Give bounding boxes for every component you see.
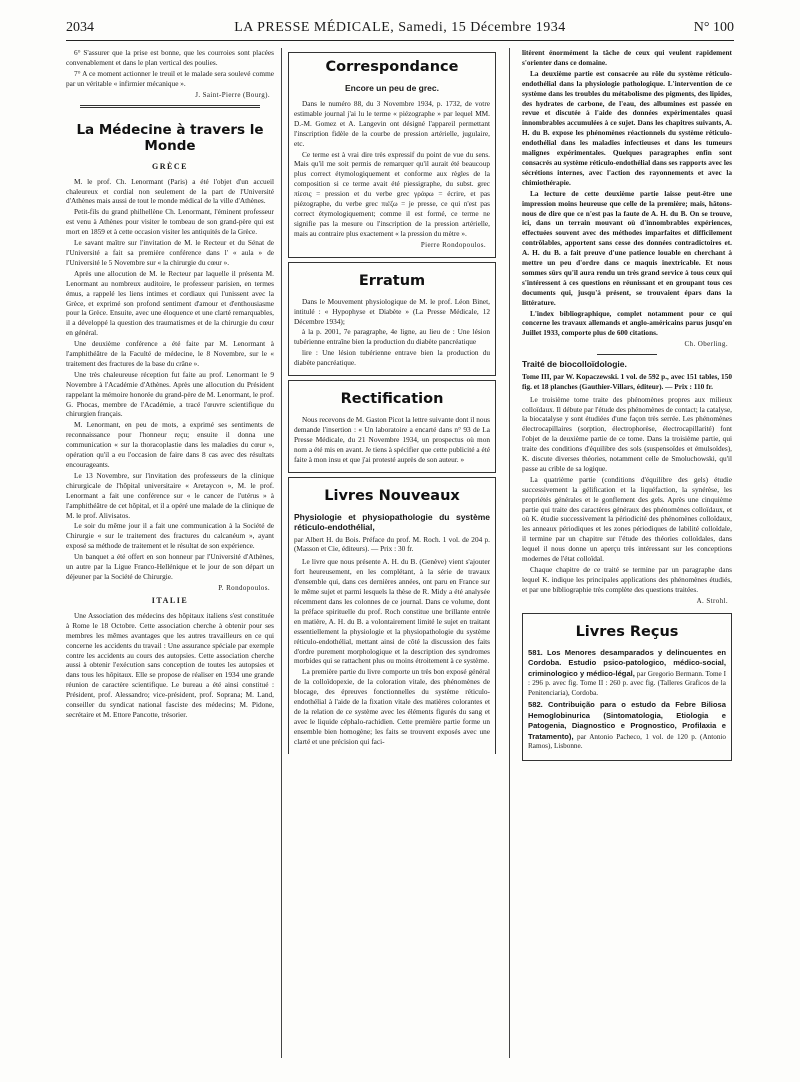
section-title-rectification: Rectification <box>340 391 444 408</box>
review-divider <box>597 354 657 355</box>
subhead-italie: ITALIE <box>151 595 189 605</box>
section-title-correspondance: Correspondance <box>325 59 459 75</box>
review-paragraph: Le troisième tome traite des phénomènes propres aux milieux colloïdaux. Il débute par l'étude des phénomènes de contact; la catalyse, la biocatalyse y sont étudiées d'une façon très serrée. Les phénomènes électrocapillaires (sorption, électrophorèse, électrocapillarité) font l'objet de la deuxième partie de ce tome. Dans la troisième partie, qui traite des conditions d'équilibre des sols (suspensoïdes et émulsoïdes), K. discute diverses théories, notamment celle de Smoluchowski, qu'il passe au crible de sa logique. <box>522 394 732 473</box>
received-book-title: 582. Contribuição para o estudo da Febre Biliosa Hemoglobinurica (Sintomatologia, Etiologia e Patogenia, Diagnostico e Prognostico, Profilaxia e Tratamento), <box>528 700 726 741</box>
grece-article <box>66 177 274 582</box>
received-book-title: 581. Los Menores desamparados y delincuentes en Cordoba. Estudio psico-patologico, médico-social, criminologico y médico-légal, <box>528 647 726 678</box>
review-paragraph: La première partie du livre comporte un très bon exposé général de la colloïdopexie, de la coloration vitale, des phénomènes de blocage, des épreuves fonctionnelles du système réticulo-endothélial à l'aide de la fixation vitale des matières colorantes et de la relation de ce système avec les éléments figurés du sang et avec le liquide céphalo-rachidien. Cette première partie forme un ensemble bien homogène; les faits se trouvent exposés avec une clarté et une précision qui faci- <box>294 667 490 746</box>
intro-paragraph: 7° A ce moment actionner le treuil et le malade sera soulevé comme par un véritable « infirmier mécanique ». <box>66 68 274 88</box>
page-header <box>66 18 734 41</box>
subhead-grece: GRÈCE <box>152 161 188 171</box>
intro-signature: J. Saint-Pierre (Bourg). <box>195 90 270 99</box>
review-signature: A. Strohl. <box>696 596 728 605</box>
list-item <box>528 700 726 752</box>
article-paragraph: Petit-fils du grand philhellène Ch. Lenormant, l'éminent professeur est venu à Athènes pour visiter le tombeau de son grand-père qui est mort en 1859 et à cette occasion visiter les antiquités de la Grèce. <box>66 207 274 237</box>
livres-nouveaux-box <box>288 477 496 754</box>
masthead: LA PRESSE MÉDICALE, Samedi, 15 Décembre 1934 <box>234 20 566 35</box>
column-rule-right <box>509 48 510 1058</box>
rectification-box <box>288 380 496 473</box>
review-paragraph: L'index bibliographique, complet notamment pour ce qui concerne les travaux allemands et anglo-américains parus jusqu'en Juillet 1933, comporte plus de 600 citations. <box>522 308 732 338</box>
livres-recus-box <box>522 613 732 761</box>
intro-paragraph: 6° S'assurer que la prise est bonne, que les courroies sont placées convenablement et dans le plan vertical des poulies. <box>66 48 274 67</box>
correspondance-subtitle: Encore un peu de grec. <box>345 83 439 93</box>
issue-number: N° 100 <box>693 20 734 35</box>
section-title-medecine-monde: La Médecine à travers le Monde <box>76 121 264 154</box>
correspondance-paragraph: Dans le numéro 88, du 3 Novembre 1934, p. 1732, de votre estimable journal j'ai lu le terme « piézographe » par lequel MM. D.-M. Gomez et A. Langevin ont désigné l'appareil permettant l'inscription fidèle de la courbe de pression artérielle, jugulaire, etc. <box>294 99 490 148</box>
article-paragraph: Le savant maître sur l'invitation de M. le Recteur et du Sénat de l'Université a fait sa première conférence dans l' « aula » de l'Université le 5 Novembre sur « la chirurgie du cœur ». <box>66 238 274 267</box>
column-right <box>522 48 732 1068</box>
list-item <box>528 648 726 699</box>
erratum-box <box>288 262 496 376</box>
article-paragraph: M. Lenormant, en peu de mots, a exprimé ses sentiments de reconnaissance pour l'honneur reçu; ensuite il donna une communication « sur la thoracoplastie dans les maladies du cœur », opération qu'il a eu l'occasion de faire dans 8 cas avec des résultats encourageants. <box>66 420 274 469</box>
erratum-paragraph: à la p. 2001, 7e paragraphe, 4e ligne, au lieu de : Une lésion tubérienne entraîne bien la production du diabète pancréatique <box>294 327 490 347</box>
correspondance-box <box>288 52 496 258</box>
erratum-paragraph: lire : Une lésion tubérienne entrave bien la production du diabète pancréatique. <box>294 348 490 368</box>
correspondance-signature: Pierre Rondopoulos. <box>420 240 486 249</box>
received-book-meta: par Gregorio Bermann. Tome I : 296 p. avec fig. Tome II : 260 p. avec fig. (Talleres Graficos de la Penitenciaria), Cordoba. <box>528 669 727 697</box>
grece-signature: P. Rondopoulos. <box>218 583 270 592</box>
section-title-livres-recus: Livres Reçus <box>575 623 679 640</box>
book-meta: Tome III, par W. Kopaczewski. 1 vol. de 592 p., avec 151 tables, 150 fig. et 18 planches (Gauthier-Villars, éditeur). — Prix : 110 fr. <box>522 371 732 391</box>
review-paragraph: Le livre que nous présente A. H. du B. (Genève) vient s'ajouter fort heureusement, en les complétant, à la série de travaux d'ensemble qui, dans ces dernières années, ont paru en France sur le même sujet et parmi lesquels la thèse de R. Midy a été analysée récemment dans les colonnes de ce journal. Dans ce volume, dont la préface spirituelle du prof. Roch constitue une brillante entrée en matière, A. H. du B. a volontairement limité le sujet en traitant essentiellement la physiologie et la physiopathologie du système réticulo-endothélial, mettant ainsi de côté la discussion des faits d'ordre purement morphologique et la description des syndromes morbides qui se rattachent plus ou moins étroitement à ce système. <box>294 557 490 666</box>
review-continuation: litèrent énormément la tâche de ceux qui veulent rapidement s'orienter dans ce domaine. <box>522 48 732 67</box>
review-paragraph: La deuxième partie est consacrée au rôle du système réticulo-endothélial dans la physiologie pathologique. L'intervention de ce système dans les troubles du métabolisme des pigments, des lipides, des hydrates de carbone, de l'eau, des albumines est passée en revue et discutée à l'aide des données expérimentales quasi innombrables accumulées à ce sujet. Dans les chapitres suivants, A. H. du B. expose les phénomènes réactionnels du système réticulo-endothélial dans les maladies infectieuses et dans les tumeurs malignes expérimentales. Quelques paragraphes enfin sont consacrés au système réticulo-endothélial dans ses rapports avec les sécrétions internes, avec l'action des rayonnements et avec la chimiothérapie. <box>522 68 732 187</box>
article-paragraph: M. le prof. Ch. Lenormant (Paris) a été l'objet d'un accueil chaleureux et cordial non seulement de la part de l'Université d'Athènes mais aussi de tout le monde médical de la ville d'Athènes. <box>66 176 274 206</box>
rectification-paragraph: Nous recevons de M. Gaston Picot la lettre suivante dont il nous demande l'insertion : « Un laboratoire a encarté dans n° 93 de La Presse Médicale, du 21 Novembre 1934, un prospectus où mon nom a été mis en avant. Je tiens à spécifier que cette publicité a été faite à mon insu et que j'ai protesté auprès de son auteur. » <box>294 415 490 464</box>
column-rule-left <box>281 48 282 1058</box>
book-title: Physiologie et physiopathologie du système réticulo-endothélial, <box>294 511 490 533</box>
book-title: Traité de biocolloïdologie. <box>522 359 627 370</box>
correspondance-paragraph: Ce terme est à vrai dire très expressif du point de vue du sens. Mais qu'il me soit permis de remarquer qu'il aurait été beaucoup plus correct étymologiquement et conforme aux règles de la composition si ce terme avait été piessigraphe, du subst. grec πίεσις = pression et du verbe grec γράφω = écrire, et pas piézographe, du verbe grec πιέζω = je presse, ce qui n'est pas correct étymologiquement; comme il est formé, ce terme ne signifie pas la mesure ou l'inscription de la pression artérielle, mais au contraire plus exactement « la pression du mètre ». <box>294 149 490 238</box>
review-paragraph: La quatrième partie (conditions d'équilibre des gels) étudie successivement la gélification et la liquéfaction, la synérèse, les propriétés générales et le gonflement des gels. Après une cinquième partie qui traite des caractères généraux des phénomènes colloïdaux, et où K. étudie successivement la périodicité des phénomènes colloïdaux, les anneaux périodiques et les zones périodiques de labilité colloïdale, il termine par un chapitre sur l'étude des théories colloïdales, dans lequel il nous donne un aperçu très intéressant sur les conceptions modernes de l'état colloïdal. <box>522 474 732 564</box>
erratum-paragraph: Dans le Mouvement physiologique de M. le prof. Léon Binet, intitulé : « Hypophyse et Diabète » (La Presse Médicale, 12 Décembre 1934); <box>294 296 490 326</box>
article-paragraph: Le 13 Novembre, sur l'invitation des professeurs de la clinique chirurgicale de l'hôpital universitaire « Aretaycon », M. le prof. Lenormant a fait une conférence sur « le cancer de l'utérus » à l'amphithéâtre de cet hôpital, et il a opéré une malade de la clinique de M. le prof. Alivisatos. <box>66 470 274 520</box>
received-book-meta: par Antonio Pacheco, 1 vol. de 120 p. (Antonio Ramos), Lisbonne. <box>528 732 726 751</box>
article-paragraph: Après une allocution de M. le Recteur par laquelle il présenta M. Lenormant au nombreux auditoire, le professeur parisien, en termes émus, a rappelé les liens intimes et cordiaux qui l'unissent avec la Grèce, et exprimé son profond sentiment d'amour et d'enthousiasme pour la Grèce. Ensuite, avec une éloquence et une clarté remarquables, il a développé la question des traumatismes et de la chirurgie du cœur en général. <box>66 268 274 338</box>
section-title-erratum: Erratum <box>358 272 426 289</box>
section-title-livres-nouveaux: Livres Nouveaux <box>324 487 460 504</box>
article-paragraph: Un banquet a été offert en son honneur par l'Université d'Athènes, un autre par la Ligue Franco-Hellénique et le jour de son départ un déjeuner par la Société de Chirurgie. <box>66 552 274 581</box>
column-left <box>66 48 274 1068</box>
italie-paragraph: Une Association des médecins des hôpitaux italiens s'est constituée à Rome le 18 Octobre. Cette association cherche à obtenir pour ses membres les mêmes avantages que les autres travailleurs en ce qui concerne les accidents du travail : Une assurance spéciale par exemple contre les accidents au cours des autopsies. Cette association cherche aussi à obtenir l'exécution sans conception de toutes les autopsies et dans tous les hôpitaux. Elle se propose de réaliser en 1934 une grande réunion de caractère scientifique. Le bureau a été ainsi constitué : Président, prof. Alessandro; vice-président, prof. Soprana; M. Land, conseiller du syndicat national fasciste des médecins; M. Pidone, secrétaire et M. Ettore Pancotte, trésorier. <box>66 610 274 719</box>
column-middle <box>288 48 496 1068</box>
article-paragraph: Une très chaleureuse réception fut faite au prof. Lenormant le 9 Novembre à l'Académie d'Athènes. Après une allocution du Président rappelant la mémoire honorée du grand-père de M. Lenormant, le prof. G. Phocas, membre de l'Académie, a tracé l'œuvre scientifique du chirurgien français. <box>66 369 274 419</box>
review-paragraph: Chaque chapitre de ce traité se termine par un paragraphe dans lequel K. indique les principales applications des phénomènes étudiés, et par une bibliographie très complète des questions traitées. <box>522 565 732 594</box>
review-signature: Ch. Oberling. <box>684 340 728 349</box>
article-paragraph: Une deuxième conférence a été faite par M. Lenormant à l'amphithéâtre de la Faculté de médecine, le 8 Novembre, sur le « traitement des fractures de la base du crâne ». <box>66 339 274 368</box>
review-paragraph: La lecture de cette deuxième partie laisse peut-être une impression moins heureuse que celle de la première; mais, hâtons-nous de dire que ce n'est pas la faute de A. H. du B. On se trouve, ici, dans un terrain mouvant où d'innombrables expériences, effectuées souvent avec des méthodes imparfaites et difficilement contrôlables, apportent sans cesse des données contradictoires et. A. H. du B. a fait preuve d'une patience louable en cherchant à mettre un peu d'ordre dans ce maquis inextricable. Et nous sommes sûrs qu'il aura rendu un très grand service à tous ceux qui s'intéressent à ces questions en réunissant et en groupant tous ces documents qui, jusqu'à présent, se trouvaient épars dans la littérature. <box>522 188 732 307</box>
section-divider <box>80 105 260 108</box>
article-paragraph: Le soir du même jour il a fait une communication à la Société de Chirurgie « sur le traitement des fractures du calcanéum », ayant exposé sa méthode de traitement et le résultat de son expérience. <box>66 521 274 551</box>
book-meta: par Albert H. du Bois. Préface du prof. M. Roch. 1 vol. de 204 p. (Masson et Cie, éditeurs). — Prix : 30 fr. <box>294 534 490 554</box>
page-number: 2034 <box>66 20 94 35</box>
